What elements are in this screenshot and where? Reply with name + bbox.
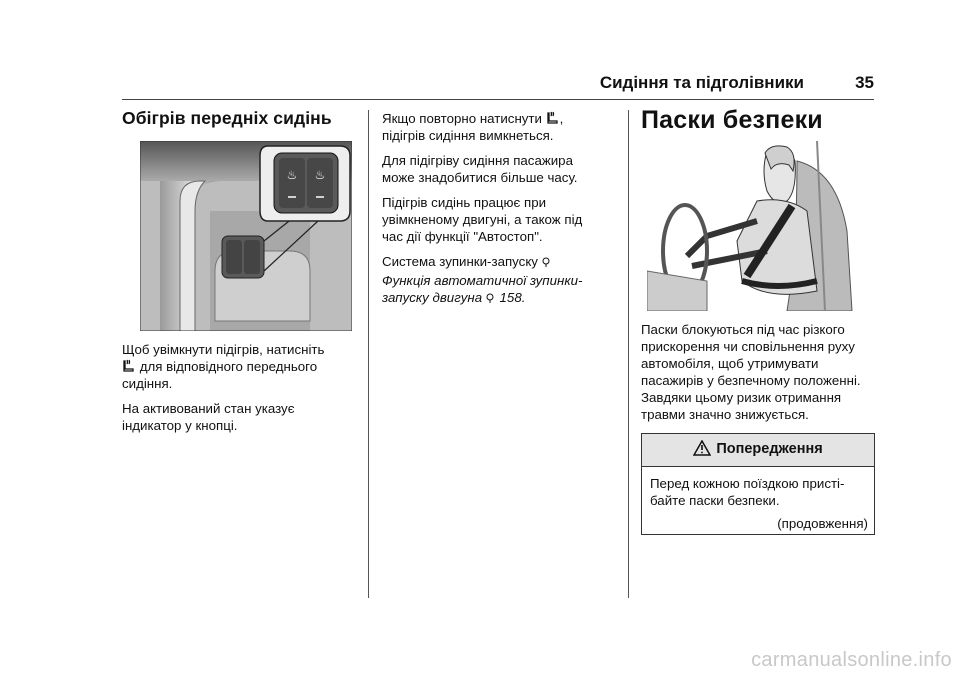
paragraph-engine-running: Підігрів сидінь працює при увімкненому двигуні, а також під час дії функції "Автостоп". [382, 195, 583, 244]
text-press-again-a: Якщо повторно натиснути [382, 111, 542, 126]
page-header [122, 70, 874, 100]
text-stop-start: Система зупинки-запуску [382, 254, 538, 269]
paragraph-press-again [382, 110, 606, 144]
svg-text:♨: ♨ [286, 168, 298, 182]
heated-seat-icon [546, 111, 560, 125]
header-rule [122, 99, 874, 100]
paragraph-stop-start-ref [382, 253, 606, 270]
column-heated-seats-continued [382, 110, 606, 314]
column-seat-belts [641, 106, 877, 535]
heated-seat-buttons-illustration [140, 141, 352, 331]
warning-body: Перед кожною поїздкою присті-байте паски безпеки. [650, 476, 845, 508]
page-number: 35 [855, 73, 874, 92]
warning-header [642, 434, 874, 467]
text-turn-on-c: сидіння. [122, 376, 173, 391]
column-divider-2 [628, 110, 629, 598]
page-reference-icon [542, 257, 552, 267]
paragraph-auto-stop-start-link[interactable] [382, 272, 606, 306]
paragraph-indicator: На активований стан указує індикатор у кнопці. [122, 401, 295, 433]
column-divider-1 [368, 110, 369, 598]
page-reference-icon [486, 293, 496, 303]
text-press-again-b: підігрів сидіння вимкнеться. [382, 128, 554, 143]
section-heading-seat-belts: Паски безпеки [641, 106, 823, 134]
text-page-ref: 158. [499, 290, 526, 305]
paragraph-passenger: Для підігріву сидіння пасажира може знадобитися більше часу. [382, 153, 578, 185]
header-title: Сидіння та підголівники [599, 73, 804, 92]
svg-text:♨: ♨ [314, 168, 326, 182]
text-comma: , [559, 111, 564, 126]
text-turn-on-b: для відповідного переднього [139, 359, 318, 374]
heated-seat-icon [122, 359, 136, 373]
text-turn-on-a: Щоб увімкнути підігрів, натисніть [122, 342, 325, 357]
warning-triangle-icon [693, 440, 711, 456]
watermark: carmanualsonline.info [751, 649, 952, 671]
warning-continued: (продовження) [777, 516, 868, 531]
warning-title: Попередження [716, 441, 823, 457]
text-auto-stop-start: Функція автоматичної зупинки-запуску двигуна [382, 273, 583, 305]
seat-belt-driver-illustration [647, 141, 865, 311]
column-heated-seats [122, 110, 348, 442]
section-heading-heated-seats: Обігрів передніх сидінь [122, 108, 332, 128]
paragraph-belts-lock: Паски блокуються під час різкого прискорення чи сповільнення руху автомобіля, щоб утримувати пасажирів у безпечному положенні. Завдяки цьому ризик отримання травми значно знижується. [641, 322, 861, 422]
warning-box [641, 433, 875, 535]
paragraph-turn-on [122, 341, 348, 392]
